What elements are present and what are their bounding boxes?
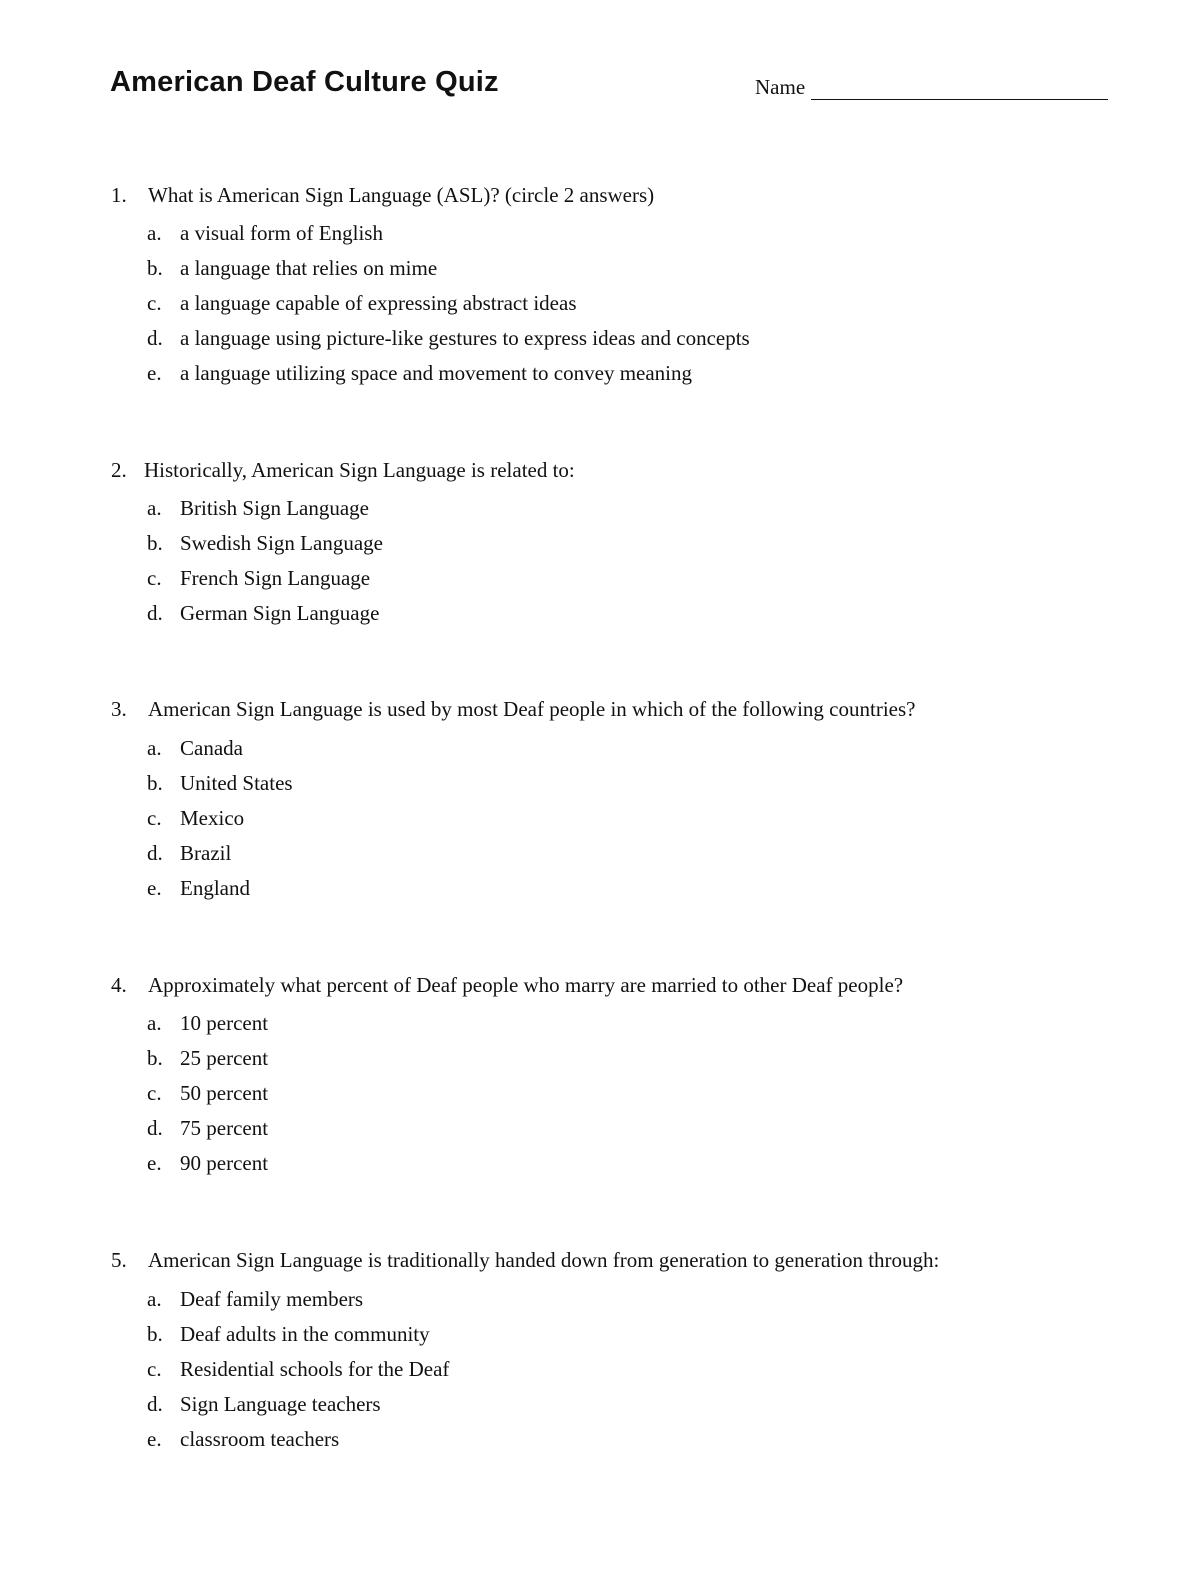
- option-letter: e.: [147, 361, 162, 385]
- option-text: a language utilizing space and movement to convey meaning: [180, 361, 692, 385]
- option-letter: b.: [147, 256, 163, 280]
- page-title: American Deaf Culture Quiz: [110, 66, 499, 98]
- name-label: Name: [755, 75, 806, 99]
- option-text: 25 percent: [180, 1046, 269, 1070]
- question-text: American Sign Language is used by most Deaf people in which of the following countries?: [148, 697, 916, 721]
- option-text: Swedish Sign Language: [180, 531, 383, 555]
- option-text: Deaf adults in the community: [180, 1322, 430, 1346]
- option-letter: c.: [147, 1081, 162, 1105]
- option-text: Residential schools for the Deaf: [180, 1357, 450, 1381]
- option-text: British Sign Language: [180, 496, 369, 520]
- option-text: a language capable of expressing abstract ideas: [180, 291, 577, 315]
- option-text: United States: [180, 771, 293, 795]
- option-text: 10 percent: [180, 1011, 269, 1035]
- option-letter: b.: [147, 1046, 163, 1070]
- option-text: 75 percent: [180, 1116, 269, 1140]
- option-text: 50 percent: [180, 1081, 269, 1105]
- question-text: Approximately what percent of Deaf people who marry are married to other Deaf people?: [148, 973, 904, 997]
- option-text: Canada: [180, 736, 243, 760]
- option-letter: b.: [147, 1322, 163, 1346]
- option-letter: a.: [147, 736, 162, 760]
- name-field[interactable]: [811, 75, 1108, 100]
- question-number: 2.: [111, 458, 127, 482]
- name-field-group: [755, 74, 1108, 100]
- question-number: 5.: [111, 1248, 127, 1272]
- option-letter: c.: [147, 566, 162, 590]
- option-letter: a.: [147, 1011, 162, 1035]
- option-text: a visual form of English: [180, 221, 383, 245]
- option-text: German Sign Language: [180, 601, 380, 625]
- question-text: Historically, American Sign Language is related to:: [144, 458, 575, 482]
- option-letter: d.: [147, 1116, 163, 1140]
- option-letter: e.: [147, 1427, 162, 1451]
- option-letter: a.: [147, 496, 162, 520]
- option-letter: d.: [147, 601, 163, 625]
- question-number: 4.: [111, 973, 127, 997]
- question-number: 1.: [111, 183, 127, 207]
- option-text: Sign Language teachers: [180, 1392, 381, 1416]
- option-text: England: [180, 876, 250, 900]
- option-letter: a.: [147, 1287, 162, 1311]
- option-text: classroom teachers: [180, 1427, 340, 1451]
- option-letter: e.: [147, 876, 162, 900]
- option-letter: e.: [147, 1151, 162, 1175]
- option-letter: c.: [147, 1357, 162, 1381]
- question-number: 3.: [111, 697, 127, 721]
- question-text: American Sign Language is traditionally handed down from generation to generation through:: [148, 1248, 940, 1272]
- option-letter: a.: [147, 221, 162, 245]
- option-letter: d.: [147, 841, 163, 865]
- question-text: What is American Sign Language (ASL)? (circle 2 answers): [148, 183, 655, 207]
- option-text: Deaf family members: [180, 1287, 364, 1311]
- option-text: Brazil: [180, 841, 232, 865]
- option-letter: c.: [147, 291, 162, 315]
- option-letter: d.: [147, 1392, 163, 1416]
- option-text: a language using picture-like gestures to express ideas and concepts: [180, 326, 750, 350]
- option-letter: d.: [147, 326, 163, 350]
- option-text: French Sign Language: [180, 566, 371, 590]
- option-letter: b.: [147, 771, 163, 795]
- option-letter: b.: [147, 531, 163, 555]
- option-text: Mexico: [180, 806, 245, 830]
- option-text: 90 percent: [180, 1151, 269, 1175]
- option-text: a language that relies on mime: [180, 256, 438, 280]
- option-letter: c.: [147, 806, 162, 830]
